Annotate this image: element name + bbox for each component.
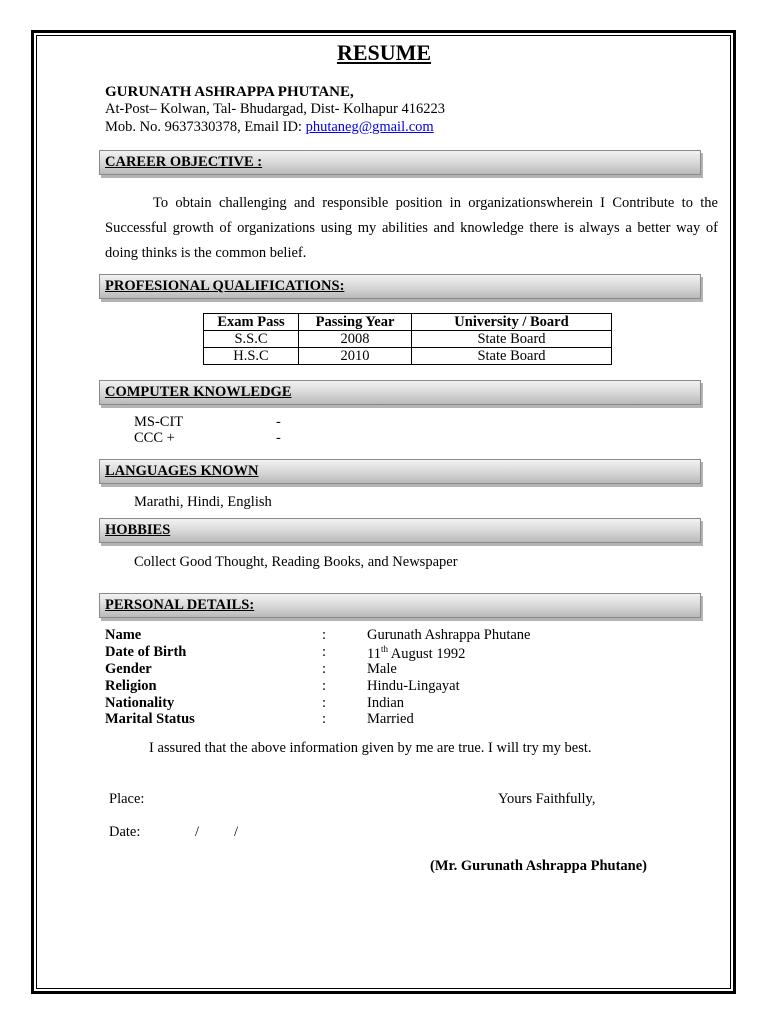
section-heading: CAREER OBJECTIVE :: [105, 154, 263, 170]
career-objective-text: [105, 191, 718, 266]
detail-colon: :: [322, 695, 327, 711]
career-objective-body: To obtain challenging and responsible position in organizationswherein I Contribute to the Successful growth of organizations using my abilities and knowledge there is always a better way of doing thinks is the common belief.: [105, 195, 718, 261]
dob-rest: August 1992: [387, 645, 466, 662]
table-cell: S.S.C: [204, 331, 299, 348]
section-heading: PROFESIONAL QUALIFICATIONS:: [105, 278, 345, 294]
contact-prefix: Mob. No. 9637330378, Email ID:: [105, 119, 306, 135]
dob-day: 11: [367, 645, 381, 662]
contact-line: [105, 119, 434, 136]
date-slash: /: [234, 824, 239, 840]
detail-value: Hindu-Lingayat: [367, 678, 460, 694]
detail-label: Gender: [105, 661, 152, 677]
table-cell: 2008: [299, 331, 412, 348]
detail-colon: :: [322, 711, 327, 727]
column-header: University / Board: [412, 314, 612, 331]
date-slash: /: [195, 824, 200, 840]
applicant-name: GURUNATH ASHRAPPA PHUTANE,: [105, 84, 354, 100]
detail-value: Gurunath Ashrappa Phutane: [367, 627, 531, 643]
column-header: Passing Year: [299, 314, 412, 331]
dob-suffix: th: [380, 644, 388, 654]
computer-item-name: CCC +: [134, 430, 175, 446]
detail-label: Nationality: [105, 695, 175, 711]
section-personal-details: [99, 593, 701, 618]
detail-label: Religion: [105, 678, 157, 694]
computer-item-value: -: [276, 414, 281, 430]
detail-value: [367, 644, 465, 663]
signature-name: (Mr. Gurunath Ashrappa Phutane): [430, 858, 648, 874]
computer-item-value: -: [276, 430, 281, 446]
detail-value: Male: [367, 661, 397, 677]
computer-item-name: MS-CIT: [134, 414, 184, 430]
section-heading: PERSONAL DETAILS:: [105, 597, 255, 613]
section-heading: LANGUAGES KNOWN: [105, 463, 259, 479]
detail-label: Marital Status: [105, 711, 195, 727]
detail-colon: :: [322, 678, 327, 694]
section-heading: HOBBIES: [105, 522, 171, 538]
detail-colon: :: [322, 661, 327, 677]
qualifications-table: [203, 313, 612, 365]
resume-title: RESUME: [336, 40, 432, 65]
date-label: Date:: [109, 824, 141, 840]
hobbies-text: Collect Good Thought, Reading Books, and Newspaper: [134, 554, 458, 570]
table-row: [204, 331, 612, 348]
table-cell: 2010: [299, 348, 412, 365]
section-qualifications: [99, 274, 701, 299]
detail-label: Name: [105, 627, 142, 643]
address-line: At-Post– Kolwan, Tal- Bhudargad, Dist- Kolhapur 416223: [105, 101, 445, 117]
column-header: Exam Pass: [204, 314, 299, 331]
section-career-objective: [99, 150, 701, 175]
section-heading: COMPUTER KNOWLEDGE: [105, 384, 292, 400]
section-hobbies: [99, 518, 701, 543]
table-cell: State Board: [412, 331, 612, 348]
table-row: [204, 348, 612, 365]
section-languages: [99, 459, 701, 484]
page-border-inner: [36, 35, 731, 989]
table-cell: State Board: [412, 348, 612, 365]
place-label: Place:: [109, 791, 145, 807]
detail-colon: :: [322, 644, 327, 660]
email-link[interactable]: phutaneg@gmail.com: [305, 119, 434, 135]
table-header-row: [204, 314, 612, 331]
detail-value: Married: [367, 711, 414, 727]
languages-text: Marathi, Hindi, English: [134, 494, 272, 510]
section-computer-knowledge: [99, 380, 701, 405]
declaration-text: I assured that the above information given by me are true. I will try my best.: [149, 740, 592, 756]
detail-label: Date of Birth: [105, 644, 187, 660]
detail-colon: :: [322, 627, 327, 643]
table-cell: H.S.C: [204, 348, 299, 365]
closing-text: Yours Faithfully,: [498, 791, 596, 807]
detail-value: Indian: [367, 695, 405, 711]
